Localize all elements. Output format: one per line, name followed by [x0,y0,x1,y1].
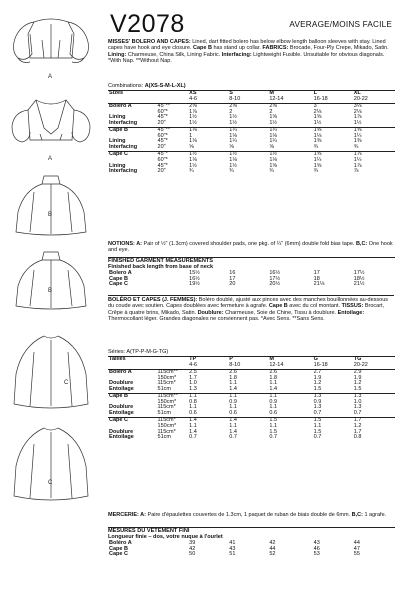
yardage-value: 1⅛ [189,156,197,163]
size-header: P [229,356,233,363]
combinations-label: Combinations: [108,83,144,89]
yardage-value: 1.2 [313,380,322,387]
row-name: Bolero A [109,102,132,109]
notions-bc-label: B,C: [355,241,368,247]
fabric-width: 115cm* [157,404,176,411]
row-name: Boléro A [109,539,132,546]
measurement-value: 16½ [269,269,281,276]
measurement-value: 21⅛ [313,281,325,288]
french-cape-b-label: Cape B [268,303,288,310]
measurement-value: 17½ [269,275,281,282]
fabric-width: 45"** [157,126,170,133]
measurement-value: 18½ [353,275,365,282]
figure-label: A [48,74,53,80]
yardage-value: 1.4 [229,416,237,423]
fabric-width: 45"* [157,138,168,145]
yardage-value: 0.9 [313,398,322,405]
yardage-value: 1.3 [313,404,322,411]
fabric-width: 115cm* [157,416,176,423]
measurement-value: 42 [269,539,276,546]
yardage-value: 1.4 [229,428,237,435]
row-name: Cape C [109,416,128,423]
combinations-value: A(XS-S-M-L-XL) [144,83,186,89]
measurement-value: 43 [229,545,236,552]
pattern-number: V2078 [110,10,185,38]
yardage-value: 1.7 [189,374,197,381]
yardage-value: 1⅛ [229,156,237,163]
fabric-width: 45"* [157,150,168,157]
yardage-value: 1⅜ [353,126,362,133]
combinations-line [108,83,395,89]
yardage-value: 1⅞ [353,114,362,121]
size-header: XL [353,90,361,97]
yardage-value: 1⅝ [313,114,322,121]
measurement-value: 39 [189,539,196,546]
entoilage-label: Entoilage: [337,309,365,316]
yardage-value: 2⅝ [189,102,197,109]
yardage-value: 1.2 [353,380,362,387]
yardage-value: 1.1 [189,422,197,429]
yardage-value: 1.9 [313,374,322,381]
notions-bc-text: One hook and eye. [108,241,393,254]
row-name: Cape B [109,126,128,133]
yardage-value: 1.3 [189,386,197,393]
fabric-width: 60"* [157,108,168,115]
yardage-value: 1½ [229,120,237,127]
envelope-header [104,10,398,38]
measurement-row [108,282,395,288]
fabric-width: 150cm* [157,422,177,429]
figure-label: C [64,380,69,386]
yardage-value: 1.1 [269,422,278,429]
yardage-value: 1.5 [313,416,322,423]
yardage-value: 1⅝ [269,114,278,121]
notions-paragraph [108,241,394,254]
yardage-value: 1.4 [229,386,237,393]
measurement-value: 53 [313,551,320,558]
mesures-subtitle: Longueur finie – dos, votre nuque à l'ourlet [108,534,223,541]
row-name: Cape C [109,150,128,157]
row-name: Cape B [109,392,128,399]
french-title: BOLÉRO ET CAPES (J. FEMMES): [108,297,198,303]
yardage-value: 1.1 [269,392,278,399]
yardage-value: 1.0 [353,398,362,405]
yardage-value: 0.9 [229,398,237,405]
yardage-value: 2⅝ [269,102,278,109]
yardage-value: 1¼ [229,138,237,145]
fabric-width: 115cm** [157,392,178,399]
row-name: Entoilage [109,410,134,417]
illustration-column [0,0,103,600]
fabric-width: 150cm* [157,374,177,381]
yardage-value: 2.9 [353,368,362,375]
figure-label: B [48,212,53,218]
size-header: TG [353,356,362,363]
yardage-value: ¾ [313,144,319,151]
difficulty-rating: AVERAGE/MOINS FACILE [289,20,392,29]
cape-b-label: Cape B [193,45,212,52]
measurement-value: 17½ [353,269,365,276]
yardage-value: 1½ [189,150,197,157]
yardage-value: 1¼ [313,156,322,163]
tissus-label: TISSUS: [341,303,364,310]
fabric-width: 115cm* [157,380,176,387]
doublure-label: Doublure: [197,309,224,316]
yardage-value: 1.8 [229,374,237,381]
finished-subtitle: Finished back length from base of neck [108,264,214,271]
lining-label: Lining: [108,51,127,58]
yardage-value: 1.1 [229,422,237,429]
spacer-cell [157,282,189,288]
yardage-value: 1.4 [189,428,197,435]
yardage-value: 3⅛ [353,102,362,109]
yardage-value: 2.6 [229,368,237,375]
notions-label: NOTIONS: A: [108,241,143,247]
yardage-value: 1⅝ [313,162,322,169]
row-name: Entoilage [109,434,134,441]
fabrics-text: Brocade, Four-Ply Crepe, Mikado, Satin. [288,45,389,52]
row-name: Cape C [109,281,128,288]
fabric-width: 51cm [157,386,171,393]
cape-b-text: has stand up collar. [211,45,263,52]
yardage-value: 1½ [269,150,278,157]
size-number: 12-14 [269,362,284,369]
size-number: 4-6 [189,96,198,103]
size-number: 16-18 [313,362,328,369]
yardage-value: 1⅜ [353,138,362,145]
yardage-value: 1⅞ [353,150,362,157]
notions-text: Pair of ½" (1.3cm) covered shoulder pads, one pkg. of ¼" (6mm) double fold bias tape. [142,241,356,247]
yardage-value: 1.1 [189,404,197,411]
measurement-value: 17 [229,275,236,282]
yardage-value: 1.3 [313,392,322,399]
fabric-width: 60"* [157,156,168,163]
yardage-value: ¾ [269,168,274,175]
bolero-a-back-illustration [4,14,99,94]
fabric-width: 20" [157,168,166,175]
mesures-vetement-fini [108,527,395,558]
interfacing-text: Lightweight Fusible. Unsuitable for obvious diagonals. *With Nap. **Without Nap. [108,51,385,64]
yardage-value: 1.1 [229,404,237,411]
yardage-value: ¾ [229,168,234,175]
row-name: Lining [109,138,126,145]
yardage-value: 1.5 [313,386,322,393]
yardage-value: 1¼ [229,126,237,133]
yardage-value: 1⅜ [313,138,322,145]
row-name: Lining [109,162,126,169]
description-body: Lined, dart fitted bolero has below elbow length balloon sleeves with stay. Lined capes have hook and eye closure. [108,39,386,52]
measurement-value: 20 [229,281,236,288]
mercerie-label: MERCERIE: A: [108,512,146,518]
measurement-value: 18 [313,275,320,282]
measurement-value: 44 [269,545,276,552]
yardage-value: 2 [229,108,233,115]
measurement-value: 51 [229,551,236,558]
size-number: 12-14 [269,96,284,103]
series-value: A(TP-P-M-G-TG) [126,349,169,355]
size-header: L [313,90,318,97]
divider [108,295,394,296]
yardage-value: 1.9 [353,374,362,381]
measurement-value: 20½ [269,281,281,288]
yardage-value: 0.7 [353,410,362,417]
size-number: 16-18 [313,96,328,103]
french-text-1: Boléro doublé, ajusté aux pinces avec des manches bouillonnées au-dessous du coude avec soutien. Capes doublées avec fermeture à agrafe. [108,297,389,310]
tissus-text: Brocart, Crêpe à quatre brins, Mikado, Satin. [108,303,385,316]
yardage-value: 1.3 [353,392,362,399]
size-number: 8-10 [229,362,241,369]
french-text-2: avec du col montant. [287,303,342,310]
fabrics-label: FABRICS: [262,45,289,52]
yardage-value: 1 [189,132,193,139]
yardage-value: 1½ [189,162,197,169]
yardage-value: 1.5 [269,416,278,423]
figure-label: C [48,480,53,486]
yardage-value: 1½ [229,150,237,157]
yardage-value: 1⅛ [229,132,237,139]
yardage-value: 3 [313,102,317,109]
measurement-row [108,552,395,558]
yardage-value: ¾ [189,168,194,175]
size-header-label: Tailles [109,356,126,363]
mercerie-bc-label: B,C: [351,512,363,518]
mercerie-bc-text: 1 agrafe. [362,512,387,518]
row-name: Doublure [109,380,134,387]
description-title: MISSES' BOLERO AND CAPES: [108,39,191,45]
yardage-value: 1⅝ [313,150,322,157]
size-number: 8-10 [229,96,241,103]
yardage-value: 0.8 [353,434,362,441]
yardage-value: 1⅛ [269,156,278,163]
yardage-value: 0.8 [189,398,197,405]
bolero-a-front-illustration [4,94,99,174]
cape-b-front-illustration [4,172,99,252]
fabric-width: 150cm* [157,398,177,405]
french-size-table [108,349,395,441]
yardage-value: 1.2 [353,422,362,429]
yardage-value: 1.4 [189,416,197,423]
yardage-value: 1½ [229,162,237,169]
french-description [108,295,394,322]
yardage-value: ⅞ [353,168,359,175]
yardage-value: ⅝ [269,144,274,151]
fabric-width: 51cm [157,410,171,417]
row-name: Interfacing [109,144,138,151]
yardage-value: 1.1 [269,380,278,387]
row-name: Doublure [109,428,134,435]
yardage-value: 1.5 [313,428,322,435]
yardage-value: 1.0 [189,380,197,387]
yardage-value: 0.7 [313,434,322,441]
row-name: Doublure [109,404,134,411]
yardage-value: 0.6 [269,410,278,417]
yardage-value: 0.7 [313,410,322,417]
mercerie-text: Paire d'épaulettes couvertes de 1.3cm, 1 paquet de ruban de biais double de 6mm. [146,512,352,518]
series-label: Séries: [108,349,126,355]
measurement-value: 42 [189,545,196,552]
measurement-value: 16½ [189,275,200,282]
yardage-value: 1.1 [189,392,197,399]
measurement-value: 41 [229,539,236,546]
yardage-value: 1⅛ [189,138,197,145]
yardage-value: 2.7 [313,368,322,375]
yardage-value: 1½ [189,120,197,127]
size-header: M [269,90,274,97]
finished-title: FINISHED GARMENT MEASUREMENTS [108,258,214,264]
figure-label: A [48,156,53,162]
cape-c-back-illustration [4,420,99,510]
size-header: TP [189,356,197,363]
row-name: Boléro A [109,368,132,375]
row-name: Cape B [109,545,128,552]
spacer-cell [157,552,189,558]
fabric-width: 115cm** [157,368,178,375]
fabric-width: 45"** [157,102,170,109]
yardage-value: 1.7 [353,416,362,423]
table-row [108,435,395,441]
finished-measurements [108,257,395,288]
yardage-value: 2⅛ [353,108,362,115]
yardage-value: 1⅛ [189,126,197,133]
mesures-title: MESURES DU VÊTEMENT FINI [108,528,190,534]
doublure-text: Charmeuse, Soie de Chine, Tissu à doublure. [223,309,338,316]
yardage-value: 0.7 [269,434,278,441]
yardage-value: 1.1 [269,404,278,411]
yardage-value: 1.1 [229,380,237,387]
yardage-value: 2 [269,108,273,115]
yardage-value: 2⅛ [313,108,322,115]
yardage-value: 2.6 [269,368,278,375]
yardage-value: 1.1 [313,422,322,429]
measurement-value: 46 [313,545,320,552]
lining-text: Charmeuse, China Silk, Lining Fabric. [126,51,222,58]
yardage-value: ⅝ [189,144,194,151]
cape-c-front-illustration [4,328,99,418]
yardage-value: 2.5 [189,368,197,375]
measurement-value: 50 [189,551,196,558]
yardage-value: 0.7 [189,434,197,441]
yardage-value: 1½ [189,114,197,121]
yardage-value: 1.5 [269,428,278,435]
size-header: XS [189,90,197,97]
yardage-value: 1½ [229,114,237,121]
yardage-value: 1.3 [353,404,362,411]
measurement-value: 43 [313,539,320,546]
yardage-value: ¾ [313,168,319,175]
yardage-value: 0.9 [269,398,278,405]
row-name: Bolero A [109,269,132,276]
measurement-value: 17 [313,269,320,276]
fabric-width: 51cm [157,434,171,441]
yardage-value: 1.7 [353,428,362,435]
yardage-value: 1½ [313,120,322,127]
size-header: G [313,356,318,363]
measurement-value: 44 [353,539,360,546]
cape-b-back-illustration [4,248,99,328]
size-header: M [269,356,274,363]
measurement-value: 19½ [189,281,200,288]
yardage-value: 1½ [353,120,362,127]
row-name: Entoilage [109,386,134,393]
yardage-value: 1¼ [269,138,278,145]
yardage-value: 1⅞ [189,108,197,115]
pattern-envelope-text [104,0,398,600]
series-line [108,349,395,355]
yardage-value: 0.6 [189,410,197,417]
mercerie-paragraph [108,512,394,518]
yardage-value: 0.6 [229,410,237,417]
fabric-width: 60"* [157,132,168,139]
size-number: 20-22 [353,362,368,369]
english-description [108,39,394,64]
table-row [108,169,395,175]
fabric-width: 45"* [157,162,168,169]
yardage-value: 1½ [269,120,278,127]
yardage-value: ⅝ [229,144,234,151]
row-name: Interfacing [109,168,138,175]
yardage-value: 1⅞ [353,162,362,169]
measurement-value: 55 [353,551,360,558]
yardage-value: 1¼ [353,156,362,163]
size-header: S [229,90,233,97]
size-number: 4-6 [189,362,198,369]
yardage-value: 0.7 [229,434,237,441]
row-name: Cape B [109,275,128,282]
row-name: Cape C [109,551,128,558]
english-size-table [108,83,395,175]
measurement-value: 21½ [353,281,365,288]
measurement-value: 52 [269,551,276,558]
yardage-value: 1¼ [353,132,362,139]
yardage-value: 1.8 [269,374,278,381]
yardage-value: 1.5 [353,386,362,393]
size-number: 20-22 [353,96,368,103]
row-name: Lining [109,114,126,121]
figure-label: B [48,288,53,294]
measurement-value: 16 [229,269,236,276]
yardage-value: 1¼ [269,126,278,133]
fabric-width: 20" [157,120,166,127]
yardage-value: 1⅛ [269,132,278,139]
fabric-width: 20" [157,144,166,151]
interfacing-label: Interfacing: [221,51,252,58]
yardage-value: 1⅜ [313,126,322,133]
yardage-value: ¾ [353,144,359,151]
measurement-value: 15½ [189,269,200,276]
yardage-value: 1⅛ [313,132,322,139]
yardage-value: 2⅝ [229,102,237,109]
row-name: Interfacing [109,120,138,127]
measurement-value: 47 [353,545,360,552]
size-header-label: Sizes [109,90,124,97]
entoilage-text: Thermocollant léger. Grandes diagonales ne conviennent pas. *Avec Sens. **Sans Sens. [108,315,325,322]
fabric-width: 45"* [157,114,168,121]
yardage-value: 1.1 [229,392,237,399]
yardage-value: 1⅝ [269,162,278,169]
fabric-width: 115cm* [157,428,176,435]
yardage-value: 1.4 [269,386,278,393]
